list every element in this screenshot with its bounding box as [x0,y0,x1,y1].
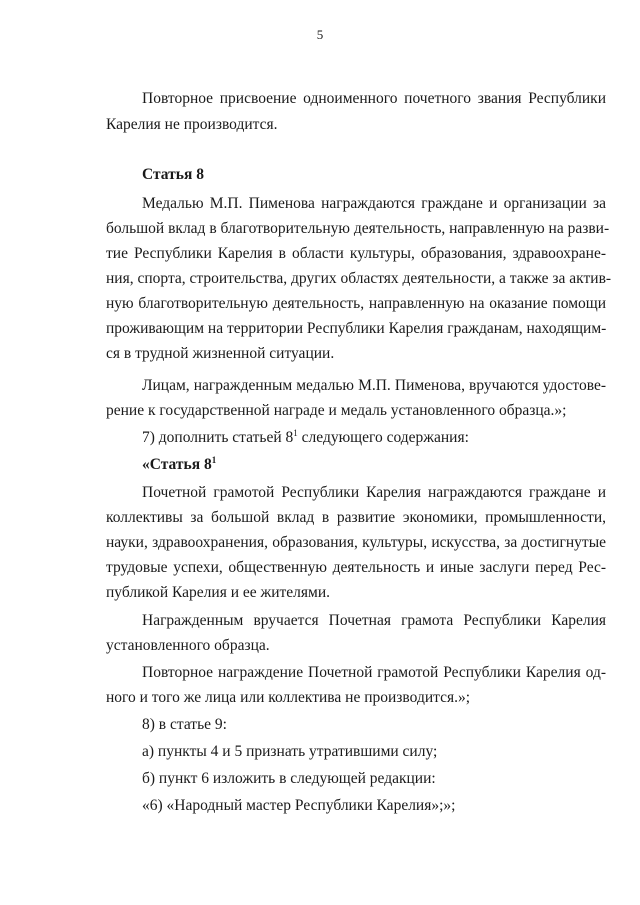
item-7-text-end: следующего содержания: [297,429,469,446]
item-8-subitem-a: а) пункты 4 и 5 признать утратившими силу; [142,743,438,760]
article-8-1-paragraph-3-line-1: Повторное награждение Почетной грамотой Республики Карелия од- [142,664,606,681]
article-8-paragraph-2-line-1: Лицам, награжденным медалью М.П. Пименова, вручаются удостове- [142,377,606,394]
article-8-paragraph-2-line-2: рение к государственной награде и медаль установленного образца.»; [106,402,567,419]
article-8-1-paragraph-1-line-3: науки, здравоохранения, образования, культуры, искусства, за достигнутые [106,534,606,551]
article-8-1-heading [142,456,216,474]
article-8-paragraph-1-line-1: Медалью М.П. Пименова награждаются граждане и организации за [142,195,606,212]
intro-line-2: Карелия не производится. [106,116,278,133]
page-number: 5 [316,27,324,42]
article-8-1-paragraph-1-line-2: коллективы за большой вклад в развитие экономики, промышленности, [106,509,606,526]
article-8-paragraph-1-line-2: большой вклад в благотворительную деятельность, направленную на разви- [106,220,610,237]
item-8: 8) в статье 9: [142,716,227,733]
item-8-subitem-c: «6) «Народный мастер Республики Карелия»;»; [142,797,456,814]
article-8-paragraph-1-line-3: тие Республики Карелия в области культуры, образования, здравоохране- [106,245,606,262]
article-8-1-paragraph-1-line-4: трудовые успехи, общественную деятельность и иные заслуги перед Рес- [106,559,606,576]
article-8-paragraph-1-line-5: ную благотворительную деятельность, направленную на оказание помощи [106,295,606,312]
item-8-subitem-b: б) пункт 6 изложить в следующей редакции: [142,770,436,787]
article-8-1-paragraph-2-line-1: Награжденным вручается Почетная грамота Республики Карелия [142,612,606,629]
article-8-paragraph-1-line-7: ся в трудной жизненной ситуации. [106,345,335,362]
article-8-1-paragraph-1-line-1: Почетной грамотой Республики Карелия награждаются граждане и [142,484,606,501]
article-8-1-paragraph-2-line-2: установленного образца. [106,637,270,654]
item-7-superscript: 1 [293,428,298,438]
article-8-1-heading-superscript: 1 [211,455,217,465]
item-7-text: 7) дополнить статьей 8 [142,429,294,446]
article-8-heading: Статья 8 [142,166,204,183]
article-8-1-heading-text: «Статья 8 [142,456,212,473]
article-8-1-paragraph-1-line-5: публикой Карелия и ее жителями. [106,584,331,601]
item-7 [142,429,469,447]
intro-line-1: Повторное присвоение одноименного почетного звания Республики [142,90,606,107]
article-8-paragraph-1-line-6: проживающим на территории Республики Карелия гражданам, находящим- [106,320,607,337]
article-8-1-paragraph-3-line-2: ного и того же лица или коллектива не производится.»; [106,689,471,706]
article-8-paragraph-1-line-4: ния, спорта, строительства, других областях деятельности, а также за актив- [106,270,612,287]
